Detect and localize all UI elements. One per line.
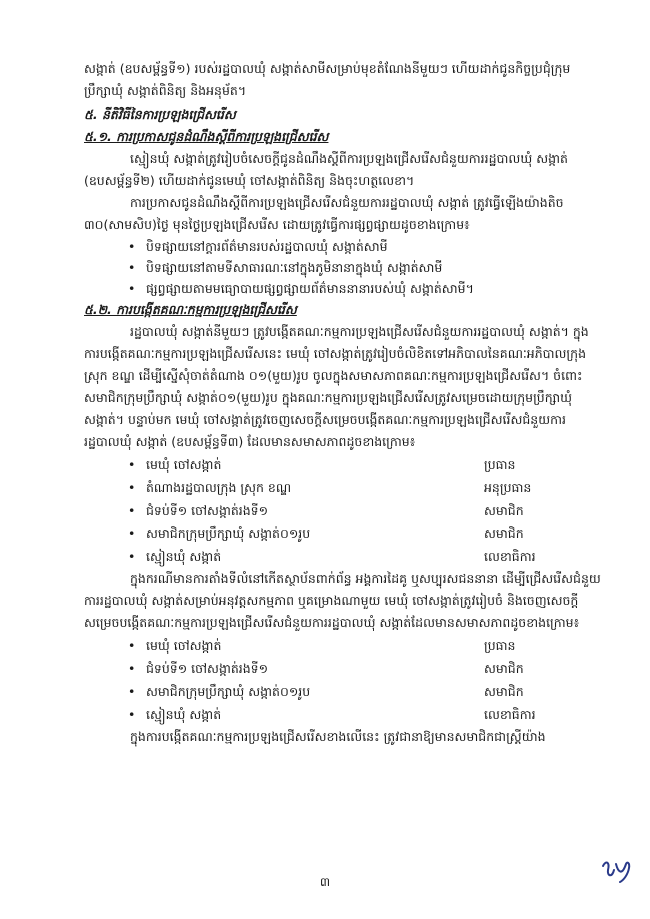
member-title: សមាជិក xyxy=(484,661,524,676)
section-5-1-paragraph-2: ការប្រកាសជូនដំណឹងស្តីពីការប្រឡងជ្រើសរើសជំនួយការរដ្ឋបាលឃុំ សង្កាត់ ត្រូវធ្វើឡើងយ៉ាងតិច ៣០(សាមសិប)ថ្ងៃ មុនថ្ងៃប្រឡងជ្រើសរើស ដោយត្រូវធ្វើការផ្សព្វផ្សាយដូចខាងក្រោម៖ xyxy=(84,195,564,232)
committee-composition-list-2 xyxy=(84,634,604,726)
list-item xyxy=(84,680,604,703)
continuation-paragraph: សង្កាត់ (ឧបសម្ព័ន្ធទី១) របស់រដ្ឋបាលឃុំ សង្កាត់សាមីសម្រាប់មុខតំណែងនីមួយៗ ហើយដាក់ជូនកិច្ចប្រជុំក្រុមប្រឹក្សាឃុំ សង្កាត់ពិនិត្យ និងអនុម័ត។ xyxy=(84,61,571,98)
committee-composition-list-1 xyxy=(84,453,604,568)
list-item xyxy=(84,634,604,657)
list-item xyxy=(84,703,604,726)
list-item xyxy=(84,522,604,545)
list-item xyxy=(84,499,604,522)
initials-signature-icon xyxy=(600,858,634,884)
member-role: • សមាជិកក្រុមប្រឹក្សាឃុំ សង្កាត់០១រូប xyxy=(146,526,311,541)
document-body xyxy=(84,58,604,748)
section-5-2-paragraph-3: ក្នុងការបង្កើតគណៈកម្មការប្រឡងជ្រើសរើសខាងលើនេះ ត្រូវជានាឱ្យមានសមាជិកជាស្ត្រីយ៉ាង xyxy=(130,729,546,744)
member-role: • ស្មៀនឃុំ សង្កាត់ xyxy=(146,549,222,564)
member-title: សមាជិក xyxy=(484,526,524,541)
member-role: • ស្មៀនឃុំ សង្កាត់ xyxy=(146,707,222,722)
list-item: • បិទផ្សាយនៅក្តារព័ត៌មានរបស់រដ្ឋបាលឃុំ សង្កាត់សាមី xyxy=(84,236,604,257)
section-5-2-heading: ៥.២. ការបង្កើតគណៈកម្មការប្រឡងជ្រើសរើស xyxy=(84,302,297,317)
member-title: លេខាធិការ xyxy=(484,707,536,722)
page-number: ៣ xyxy=(319,875,331,889)
section-5-1-heading: ៥.១. ការប្រកាសជូនដំណឹងស្តីពីការប្រឡងជ្រើសរើស xyxy=(84,129,329,144)
member-title: ប្រធាន xyxy=(484,457,516,472)
member-title: លេខាធិការ xyxy=(484,549,536,564)
section-5-2-paragraph-2: ក្នុងករណីមានការតាំងទីលំនៅកើតស្ថាប័នពាក់ព័ន្ធ អង្គការដៃគូ ឬសប្បុរសជននានា ដើម្បីជ្រើសរើសជំនួយការរដ្ឋបាលឃុំ សង្កាត់សម្រាប់អនុវត្តសកម្មភាព ឬគម្រោងណាមួយ មេឃុំ ចៅសង្កាត់ត្រូវរៀបចំ និងចេញសេចក្តីសម្រេចបង្កើតគណៈកម្មការប្រឡងជ្រើសរើសជំនួយការរដ្ឋបាលឃុំ សង្កាត់ដែលមានសមាសភាពដូចខាងក្រោម៖ xyxy=(84,571,601,630)
list-item xyxy=(84,545,604,568)
member-title: ប្រធាន xyxy=(484,638,516,653)
member-title: អនុប្រធាន xyxy=(484,480,532,495)
member-title: សមាជិក xyxy=(484,684,524,699)
member-title: សមាជិក xyxy=(484,503,524,518)
list-item xyxy=(84,453,604,476)
list-item xyxy=(84,476,604,499)
section-5-heading: ៥. នីតិវិធីនៃការប្រឡងជ្រើសរើស xyxy=(84,107,236,122)
section-5-1-paragraph-1: ស្មៀនឃុំ សង្កាត់ត្រូវរៀបចំសេចក្តីជូនដំណឹងស្តីពីការប្រឡងជ្រើសរើសជំនួយការរដ្ឋបាលឃុំ សង្កាត់ (ឧបសម្ព័ន្ធទី២) ហើយដាក់ជូនមេឃុំ ចៅសង្កាត់ពិនិត្យ និងចុះហត្ថលេខា។ xyxy=(84,151,568,188)
list-item: • ផ្សព្វផ្សាយតាមមធ្យោបាយផ្សព្វផ្សាយព័ត៌មាននានារបស់ឃុំ សង្កាត់សាមី។ xyxy=(84,278,604,299)
list-item xyxy=(84,657,604,680)
section-5-2-paragraph-1: រដ្ឋបាលឃុំ សង្កាត់នីមួយៗ ត្រូវបង្កើតគណៈកម្មការប្រឡងជ្រើសរើសជំនួយការរដ្ឋបាលឃុំ សង្កាត់។ ក្នុងការបង្កើតគណៈកម្មការប្រឡងជ្រើសរើសនេះ មេឃុំ ចៅសង្កាត់ត្រូវរៀបចំលិខិតទៅអភិបាលនៃគណៈអភិបាលក្រុង ស្រុក ខណ្ឌ ដើម្បីស្នើសុំចាត់តំណាង ០១(មួយ)រូប ចូលក្នុងសមាសភាពគណៈកម្មការប្រឡងជ្រើសរើស។ ចំពោះសមាជិកក្រុមប្រឹក្សាឃុំ សង្កាត់០១(មួយ)រូប ក្នុងគណៈកម្មការប្រឡងជ្រើសរើសត្រូវសម្រេចដោយក្រុមប្រឹក្សាឃុំ សង្កាត់។ បន្ទាប់មក មេឃុំ ចៅសង្កាត់ត្រូវចេញសេចក្តីសម្រេចបង្កើតគណៈកម្មការប្រឡងជ្រើសរើសជំនួយការរដ្ឋបាលឃុំ សង្កាត់ (ឧបសម្ព័ន្ធទី៣) ដែលមានសមាសភាពដូចខាងក្រោម៖ xyxy=(84,324,589,449)
member-role: • ជំទប់ទី១ ចៅសង្កាត់រងទី១ xyxy=(146,661,269,676)
member-role: • តំណាងរដ្ឋបាលក្រុង ស្រុក ខណ្ឌ xyxy=(146,480,292,495)
member-role: • មេឃុំ ចៅសង្កាត់ xyxy=(146,638,222,653)
member-role: • សមាជិកក្រុមប្រឹក្សាឃុំ សង្កាត់០១រូប xyxy=(146,684,311,699)
member-role: • មេឃុំ ចៅសង្កាត់ xyxy=(146,457,222,472)
announcement-methods-list xyxy=(84,236,604,299)
member-role: • ជំទប់ទី១ ចៅសង្កាត់រងទី១ xyxy=(146,503,269,518)
list-item: • បិទផ្សាយនៅតាមទីសាធារណៈនៅក្នុងភូមិនានាក្នុងឃុំ សង្កាត់សាមី xyxy=(84,257,604,278)
